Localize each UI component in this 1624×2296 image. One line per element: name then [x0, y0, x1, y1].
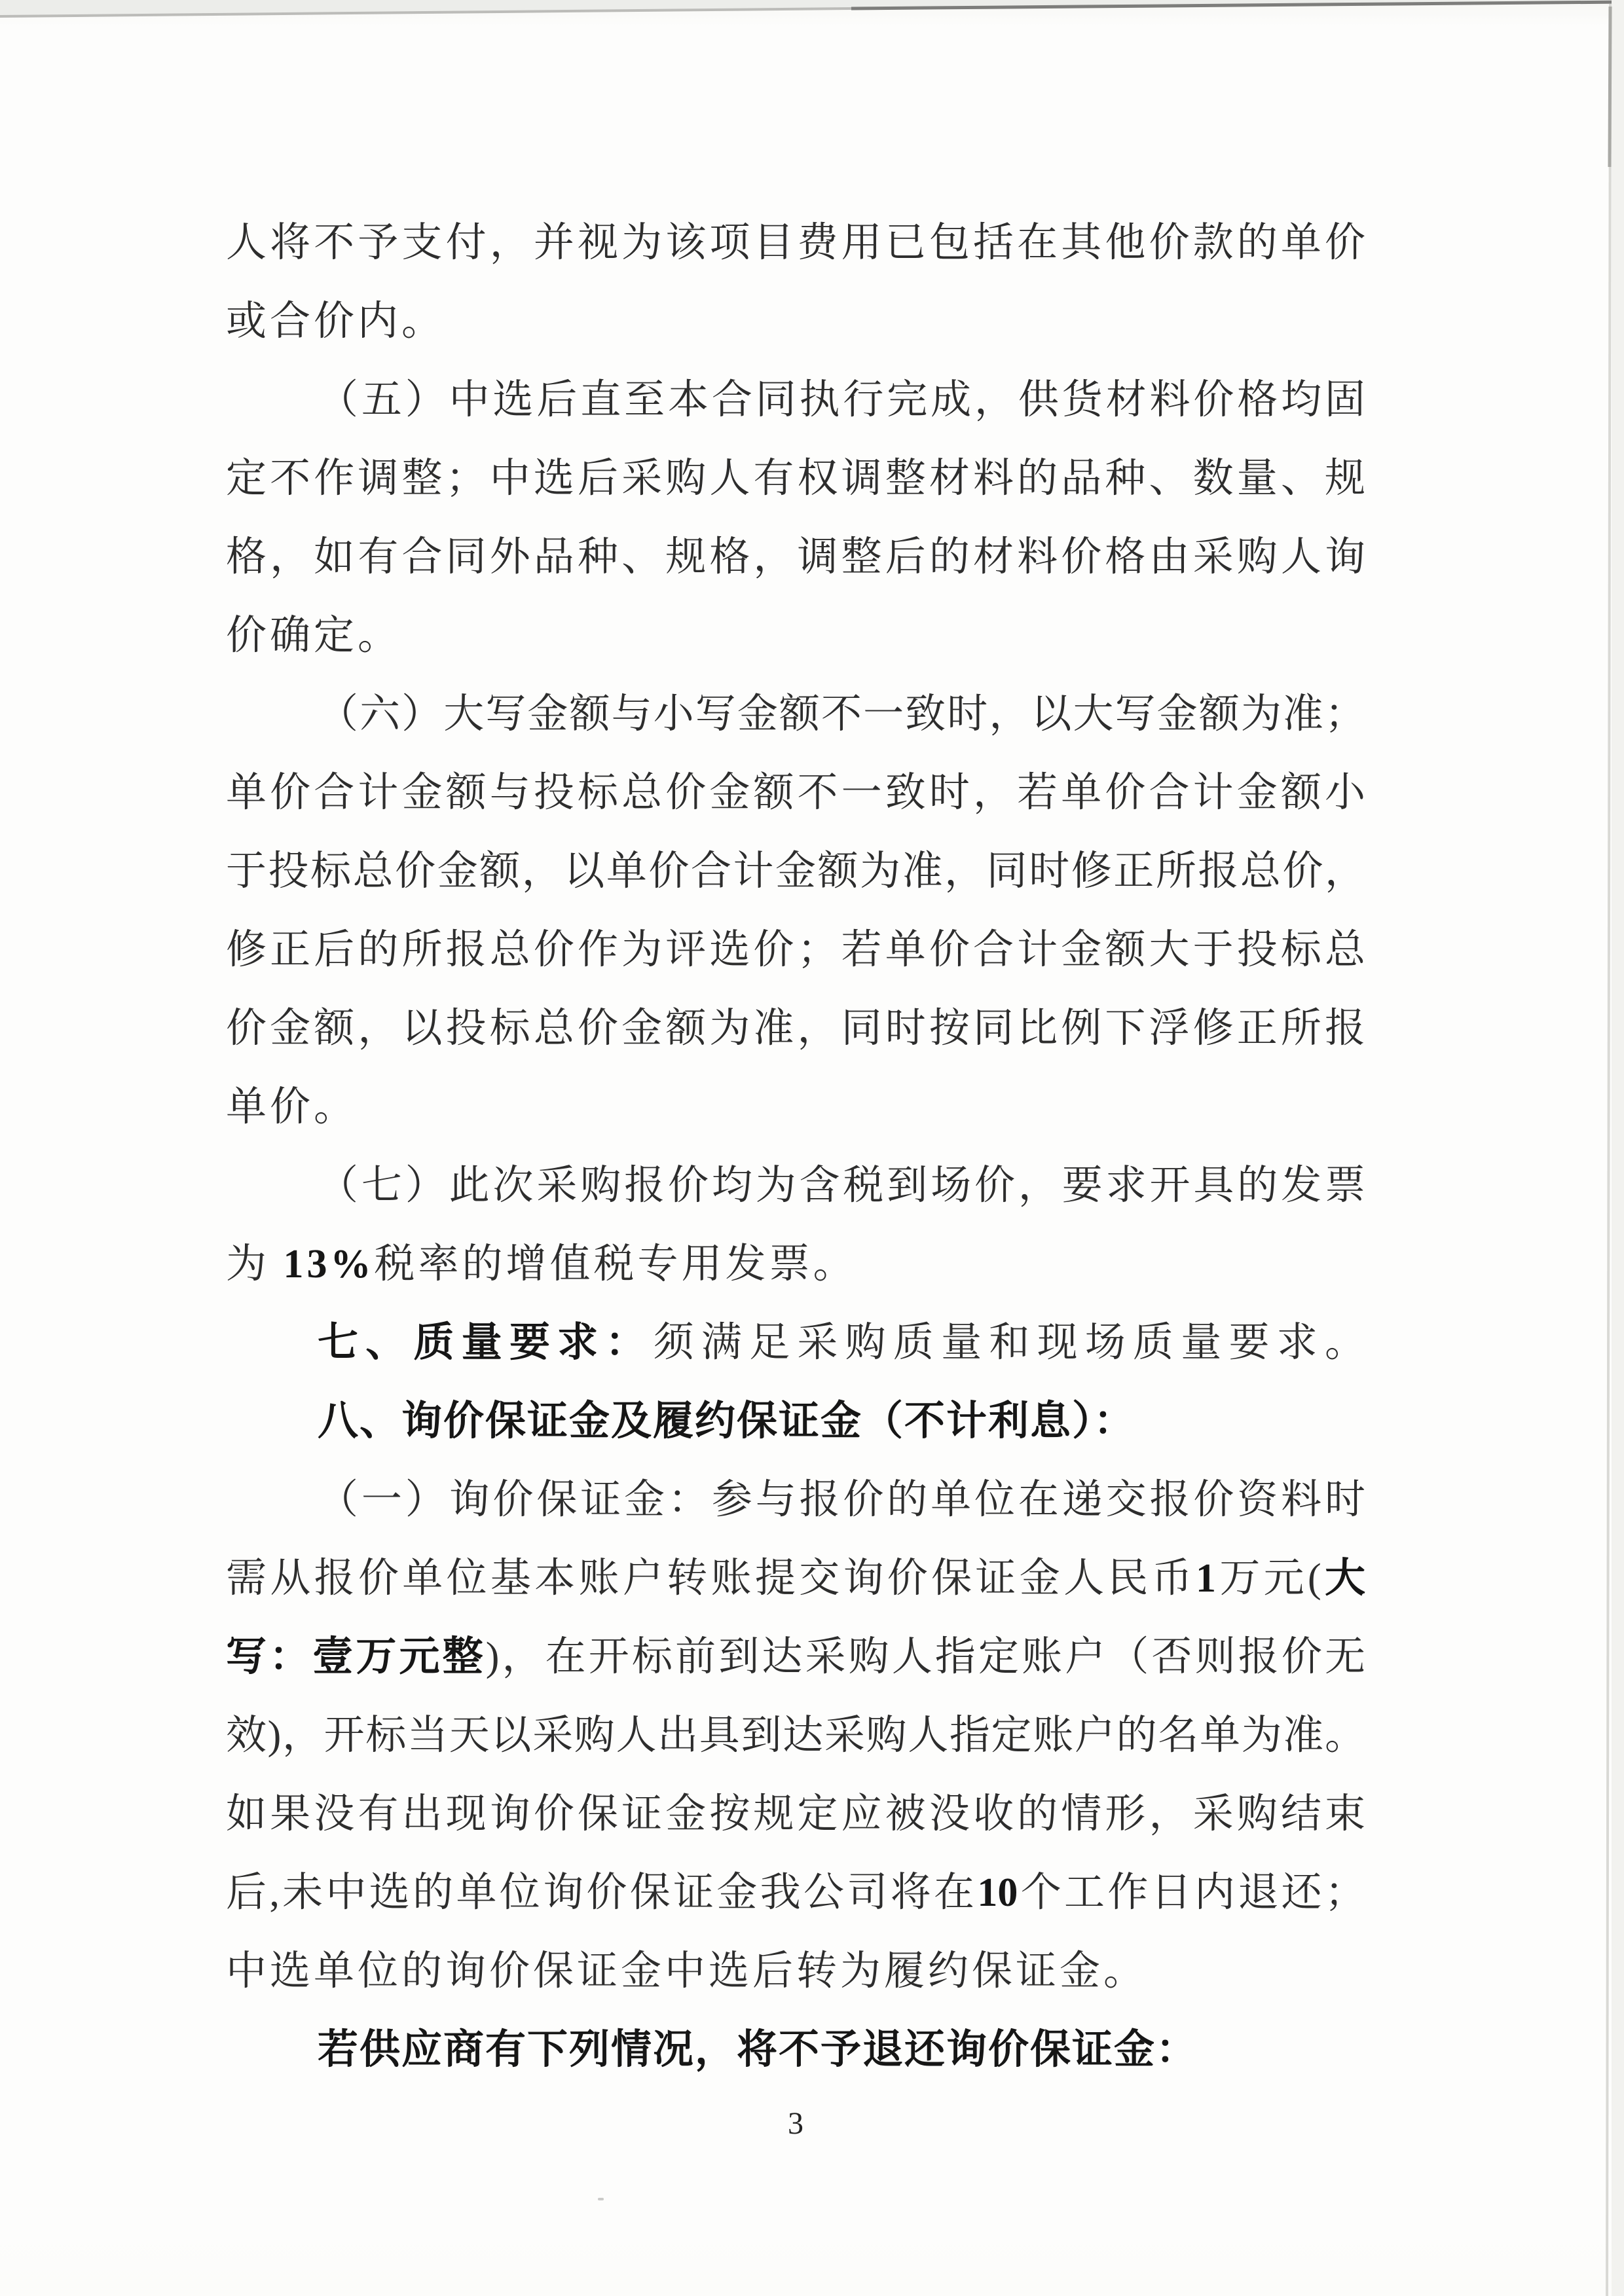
text-segment: 须满足采购质量和现场质量要求。 — [653, 1321, 1365, 1365]
text-line — [226, 1303, 1365, 1382]
text-line — [226, 754, 1365, 832]
text-segment: 万元( — [1216, 1556, 1321, 1601]
bold-text-segment: 10 — [977, 1870, 1018, 1915]
bold-text-segment: 1 — [1196, 1556, 1217, 1601]
text-line — [226, 361, 1365, 439]
text-line — [226, 911, 1365, 989]
text-segment: 于投标总价金额，以单价合计金额为准，同时修正所报总价， — [226, 849, 1365, 894]
text-segment: )，在开标前到达采购人指定账户（否则报价无 — [485, 1635, 1365, 1679]
text-segment: 效)，开标当天以采购人出具到达采购人指定账户的名单为准。 — [226, 1713, 1365, 1758]
text-segment: 价确定。 — [226, 613, 402, 658]
page-number: 3 — [788, 2106, 803, 2141]
scan-top-edge-line-left — [0, 9, 851, 16]
text-line — [226, 439, 1365, 518]
scan-right-edge-line — [1607, 4, 1610, 2296]
text-line — [226, 1775, 1365, 1853]
text-line — [226, 1461, 1365, 1539]
text-segment: （五）中选后直至本合同执行完成，供货材料价格均固 — [318, 378, 1365, 422]
text-line — [226, 1539, 1365, 1618]
scan-top-edge-shadow — [0, 0, 1624, 17]
text-line — [226, 204, 1365, 282]
text-segment: 或合价内。 — [226, 299, 446, 344]
text-line — [226, 596, 1365, 675]
text-segment: 后,未中选的单位询价保证金我公司将在 — [226, 1870, 978, 1915]
text-line — [226, 1146, 1365, 1225]
text-line — [226, 1225, 1365, 1303]
text-segment: 个工作日内退还； — [1018, 1870, 1365, 1915]
text-segment: 如果没有出现询价保证金按规定应被没收的情形，采购结束 — [226, 1792, 1365, 1836]
scan-speck — [598, 2198, 604, 2200]
bold-text-segment: 八、询价保证金及履约保证金（不计利息）： — [318, 1398, 1136, 1444]
text-segment: 人将不予支付，并视为该项目费用已包括在其他价款的单价 — [226, 221, 1365, 265]
scan-right-edge-shadow — [1612, 0, 1624, 2296]
text-line — [226, 675, 1365, 754]
scan-top-edge-line-right — [851, 2, 1624, 9]
text-line — [226, 282, 1365, 361]
text-segment: 修正后的所报总价作为评选价；若单价合计金额大于投标总 — [226, 928, 1365, 972]
text-segment: 税率的增值税专用发票。 — [374, 1242, 857, 1286]
bold-text-segment: 写：壹万元整 — [226, 1634, 486, 1679]
text-line — [226, 1696, 1365, 1775]
text-segment: 需从报价单位基本账户转账提交询价保证金人民币 — [226, 1556, 1196, 1601]
document-body — [226, 204, 1365, 2089]
text-segment: 格，如有合同外品种、规格，调整后的材料价格由采购人询 — [226, 535, 1365, 579]
text-segment: 中选单位的询价保证金中选后转为履约保证金。 — [226, 1949, 1148, 1994]
bold-text-segment: 大 — [1321, 1556, 1365, 1601]
bold-text-segment: 若供应商有下列情况，将不予退还询价保证金： — [318, 2027, 1198, 2072]
text-segment: （七）此次采购报价均为含税到场价，要求开具的发票 — [318, 1163, 1365, 1208]
text-line — [226, 1618, 1365, 1696]
text-line — [226, 989, 1365, 1068]
text-segment: 为 — [226, 1242, 284, 1286]
text-line — [226, 1068, 1365, 1146]
text-segment: 价金额，以投标总价金额为准，同时按同比例下浮修正所报 — [226, 1006, 1365, 1051]
bold-text-segment: 13% — [283, 1242, 375, 1286]
text-line — [226, 1382, 1365, 1461]
text-line — [226, 832, 1365, 911]
text-line — [226, 1932, 1365, 2011]
text-segment: 单价合计金额与投标总价金额不一致时，若单价合计金额小 — [226, 771, 1365, 815]
text-segment: 定不作调整；中选后采购人有权调整材料的品种、数量、规 — [226, 456, 1365, 501]
text-segment: （一）询价保证金：参与报价的单位在递交报价资料时 — [318, 1478, 1365, 1522]
text-line — [226, 1853, 1365, 1932]
text-segment: （六）大写金额与小写金额不一致时，以大写金额为准； — [318, 692, 1365, 737]
text-line — [226, 2011, 1365, 2089]
text-segment: 单价。 — [226, 1085, 358, 1129]
text-line — [226, 518, 1365, 596]
bold-text-segment: 七、质量要求： — [318, 1320, 654, 1365]
